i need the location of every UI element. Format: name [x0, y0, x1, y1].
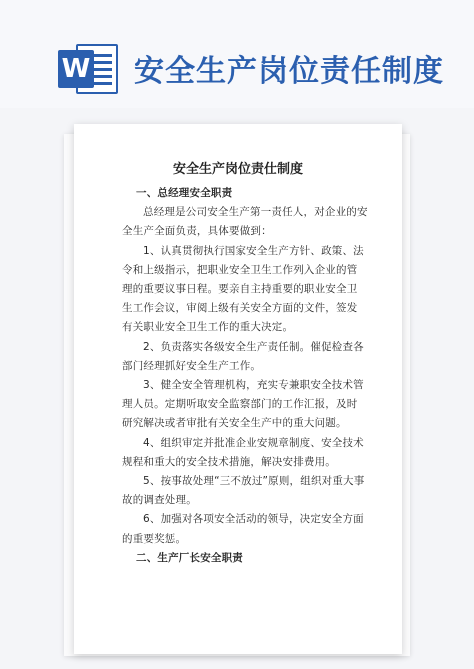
- paragraph: 4、组织审定并批准企业安规章制度、安全技术规程和重大的安全技术措施，解决安排费用。: [122, 436, 364, 468]
- paragraph: 5、按事故处理“三不放过”原则，组织对重大事故的调查处理。: [122, 475, 365, 507]
- page-title: 安全生产岗位责任制度: [134, 54, 444, 89]
- document-body: [122, 184, 368, 568]
- word-document-icon: [58, 40, 120, 98]
- document-page: ​ 安全生产岗位责仕制度 一、总经理安全职责 总经理是公司安全生产第一责任人，对企业的安全生产全面负责，具体要做到： 1、认真贯彻执行国家安全生产方针、政策、法令和上级指示，把职业安全卫生工作列入企业的管理的重要议事日程。要亲自主持重要的职业安全卫生工作会议，审阅上级有关安全方面的文件，签发有关职业安全卫生工作的重大决定。 2、负责落实各级安全生产责任制。催促检查各部门经理抓好安全生产工作。 3、健全安全管理机构，充实专兼职安全技术管理人员。定期听取安全监察部门的工作汇报，及时研究解决或者审批有关安全生产中的重大问题。 4、组织审定并批准企业安规章制度、安全技术规程和重大的安全技术措施，解决安排费用。 5、按事故处理“三不放过”原则，组织对重大事故的调查处理。 6、加强对各项安全活动的领导，决定安全方面的重要奖惩。 二、生产厂长安全职责: [74, 124, 402, 654]
- section-heading-2: 二、生产厂长安全职责: [136, 551, 243, 564]
- section-heading-1: 一、总经理安全职责: [136, 187, 233, 199]
- document-title: 安全生产岗位责仕制度: [172, 162, 303, 177]
- paragraph: 2、负责落实各级安全生产责任制。催促检查各部门经理抓好安全生产工作。: [122, 340, 364, 372]
- header-banner: [0, 0, 474, 108]
- word-logo-letter: W: [58, 50, 94, 88]
- paragraph: 6、加强对各项安全活动的领导，决定安全方面的重要奖惩。: [122, 513, 364, 545]
- paragraph: 3、健全安全管理机构，充实专兼职安全技术管理人员。定期听取安全监察部门的工作汇报，及时研究解决或者审批有关安全生产中的重大问题。: [122, 379, 364, 430]
- paragraph: 1、认真贯彻执行国家安全生产方针、政策、法令和上级指示，把职业安全卫生工作列入企业的管理的重要议事日程。要亲自主持重要的职业安全卫生工作会议，审阅上级有关安全方面的文件，签发有关职业安全卫生工作的重大决定。: [122, 244, 364, 334]
- paragraph: 总经理是公司安全生产第一责任人，对企业的安全生产全面负责，具体要做到：: [122, 206, 368, 238]
